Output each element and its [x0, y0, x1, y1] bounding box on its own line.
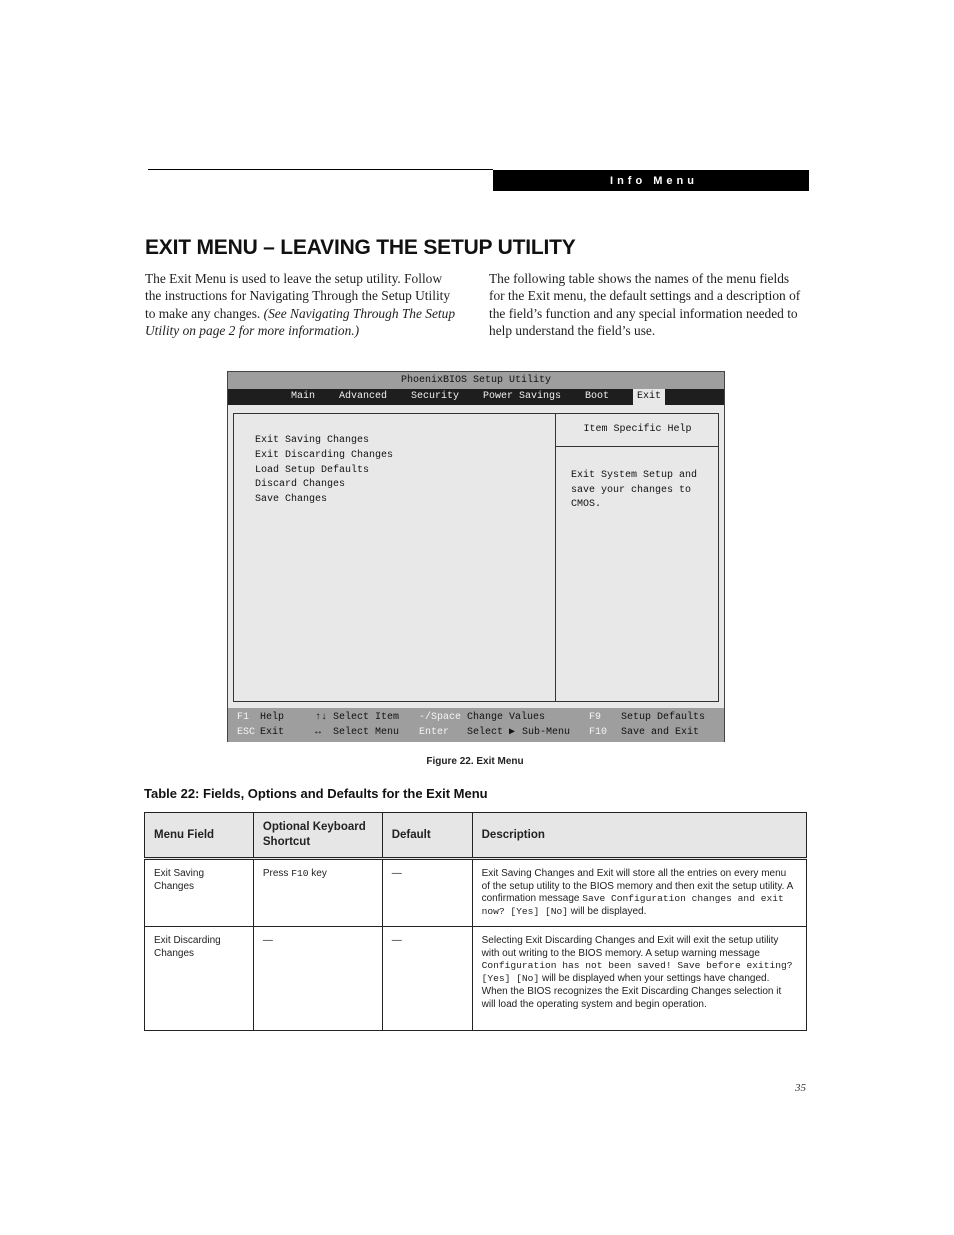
desc-text: Exit Saving Changes and Exit will store all the entries on every menu of the setup utility to the BIOS memory and then exit the setup utility. A confirmation message [481, 868, 793, 905]
shortcut-key: F10 [291, 868, 309, 879]
key-esc: ESC [237, 727, 256, 738]
table-header-row [145, 813, 807, 859]
select-item-label: Select Item [333, 712, 400, 723]
desc-text-end: will be displayed. [567, 906, 647, 918]
desc-text-end: will be displayed when your settings have changed. When the BIOS recognizes the Exit Discarding Changes selection it will load the operating system and begin operation. [481, 973, 782, 1010]
bios-help-title: Item Specific Help [583, 424, 692, 435]
key-f1-label: Help [260, 712, 285, 723]
bios-menu-power-savings[interactable]: Power Savings [483, 391, 562, 402]
table-row [145, 927, 807, 1031]
key-enter: Enter [419, 727, 450, 738]
desc-message: Save Configuration changes and exit now? [Yes] [No] [481, 893, 784, 918]
section-tab: Info Menu [493, 170, 809, 191]
up-down-arrows-icon: ↑↓ [315, 712, 328, 723]
select-label: Select [467, 727, 504, 738]
submenu-label: Sub-Menu [522, 727, 571, 738]
cell-shortcut: — [253, 927, 382, 1031]
figure-caption: Figure 22. Exit Menu [426, 756, 524, 767]
bios-title: PhoenixBIOS Setup Utility [228, 372, 724, 389]
intro-left-column [145, 270, 461, 340]
page-title: EXIT MENU – LEAVING THE SETUP UTILITY [145, 236, 576, 259]
bios-menu-advanced[interactable]: Advanced [339, 391, 388, 402]
shortcut-post: key [308, 868, 327, 879]
bios-menu-security[interactable]: Security [411, 391, 460, 402]
intro-left-text: The Exit Menu is used to leave the setup utility. Follow the instructions for Navigating Through the Setup Utility to make any changes. [145, 271, 451, 321]
bios-menu-boot[interactable]: Boot [585, 391, 610, 402]
intro-left-crossref: (See Navigating Through The Setup Utility on page 2 for more information.) [145, 305, 456, 339]
fields-table [144, 812, 807, 1031]
key-f1: F1 [237, 712, 250, 723]
bios-option-save-changes[interactable]: Save Changes [255, 494, 328, 506]
table-row [145, 859, 807, 927]
bios-menu-exit[interactable]: Exit [633, 389, 665, 405]
key-space: -/Space [419, 712, 462, 723]
cell-description [472, 859, 806, 927]
bios-footer [228, 708, 724, 742]
header-menu-field: Menu Field [145, 813, 254, 859]
bios-option-list [255, 434, 393, 508]
key-f9: F9 [589, 712, 602, 723]
header-default: Default [382, 813, 472, 859]
desc-message: Configuration has not been saved! Save before exiting? [Yes] [No] [481, 960, 793, 985]
cell-default: — [382, 927, 472, 1031]
shortcut-pre: Press [262, 868, 292, 879]
cell-field: Exit Saving Changes [145, 859, 254, 927]
bios-help-rule [555, 446, 719, 447]
header-shortcut: Optional Keyboard Shortcut [253, 813, 382, 859]
bios-option-exit-discarding[interactable]: Exit Discarding Changes [255, 449, 394, 461]
desc-text: Selecting Exit Discarding Changes and Exit will exit the setup utility with out writing to the BIOS memory. A setup warning message [481, 935, 779, 959]
change-values-label: Change Values [467, 712, 546, 723]
bios-panel [233, 413, 719, 702]
table-title: Table 22: Fields, Options and Defaults for the Exit Menu [144, 786, 488, 801]
bios-option-load-defaults[interactable]: Load Setup Defaults [255, 464, 370, 476]
bios-screen [227, 371, 725, 742]
key-esc-label: Exit [260, 727, 285, 738]
submenu-arrow-icon: ▶ [509, 727, 516, 738]
key-f10-label: Save and Exit [621, 727, 700, 738]
header-rule [148, 169, 493, 170]
bios-divider [555, 414, 556, 701]
bios-help-text: Exit System Setup and save your changes to CMOS. [571, 470, 698, 510]
intro-right-column: The following table shows the names of the menu fields for the Exit menu, the default settings and a description of the field’s function and any special information needed to help understand the field’s use. [489, 271, 801, 339]
cell-shortcut [253, 859, 382, 927]
bios-option-discard-changes[interactable]: Discard Changes [255, 479, 346, 491]
cell-default: — [382, 859, 472, 927]
key-f10: F10 [589, 727, 608, 738]
cell-description [472, 927, 806, 1031]
cell-field: Exit Discarding Changes [145, 927, 254, 1031]
key-f9-label: Setup Defaults [621, 712, 706, 723]
bios-menu-main[interactable]: Main [291, 391, 316, 402]
bios-option-exit-saving[interactable]: Exit Saving Changes [255, 435, 370, 446]
left-right-arrows-icon: ↔ [315, 727, 322, 738]
bios-menubar [228, 389, 724, 405]
select-menu-label: Select Menu [333, 727, 400, 738]
header-description: Description [472, 813, 806, 859]
page-number: 35 [795, 1082, 806, 1094]
